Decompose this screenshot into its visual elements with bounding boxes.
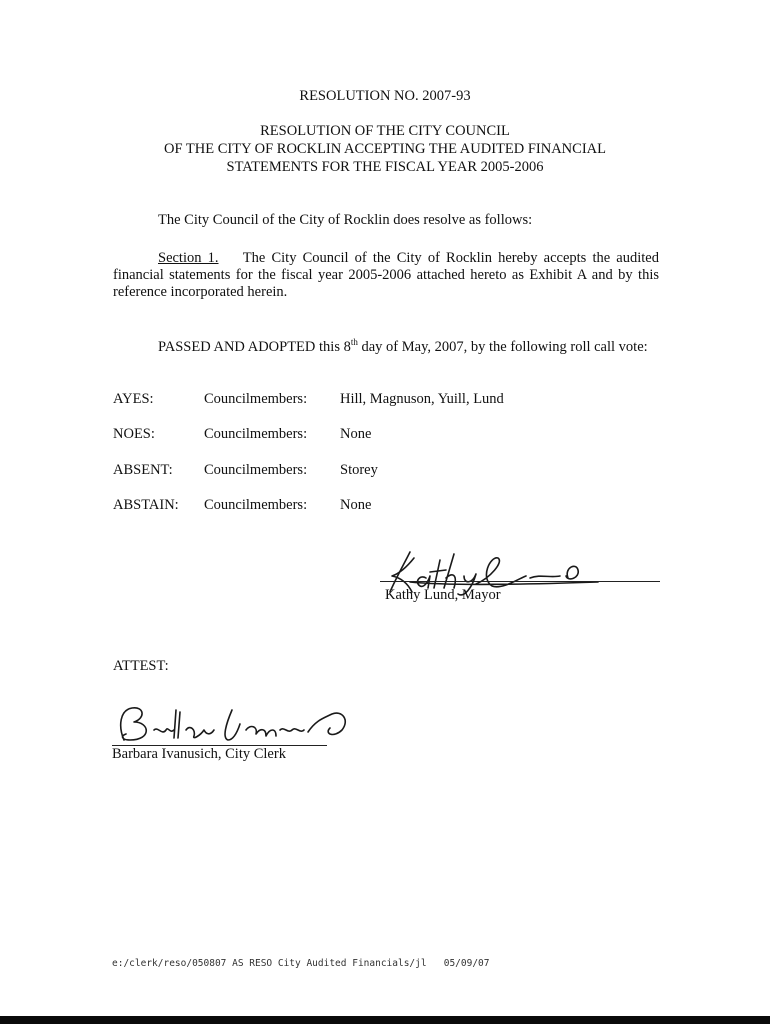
- vote-type: NOES:: [113, 426, 155, 443]
- vote-names: None: [340, 426, 372, 443]
- mayor-signature-line: [380, 581, 660, 582]
- title-line: RESOLUTION OF THE CITY COUNCIL: [260, 123, 510, 139]
- ordinal-superscript: th: [350, 337, 358, 347]
- vote-type: AYES:: [113, 391, 154, 407]
- vote-type: ABSTAIN:: [113, 496, 179, 513]
- attest-label: ATTEST:: [113, 658, 169, 674]
- passed-paragraph: [113, 339, 659, 356]
- vote-councilmembers: Councilmembers:: [204, 426, 308, 443]
- vote-names: Storey: [340, 461, 378, 478]
- passed-text-start: PASSED AND ADOPTED this 8: [158, 339, 351, 355]
- section-text: The City Council of the City of Rocklin hereby accepts the audited financial statements for the fiscal year 2005-2006 attached hereto as Exhibit A and by this reference incorporated herein.: [113, 250, 659, 300]
- clerk-name: Barbara Ivanusich, City Clerk: [112, 746, 286, 762]
- vote-type: ABSENT:: [113, 461, 173, 478]
- file-path-footer: e:/clerk/reso/050807 AS RESO City Audited Financials/jl 05/09/07: [112, 958, 490, 969]
- clerk-handwritten-signature: [110, 700, 360, 750]
- vote-names: Hill, Magnuson, Yuill, Lund: [340, 391, 504, 407]
- title-line: STATEMENTS FOR THE FISCAL YEAR 2005-2006: [226, 159, 544, 175]
- resolution-number: RESOLUTION NO. 2007-93: [299, 88, 471, 104]
- passed-text-end: day of May, 2007, by the following roll call vote:: [357, 339, 648, 355]
- title-line: OF THE CITY OF ROCKLIN ACCEPTING THE AUDITED FINANCIAL: [164, 141, 606, 157]
- vote-councilmembers: Councilmembers:: [204, 496, 308, 513]
- section-1-paragraph: [113, 250, 659, 301]
- scan-edge-bar: [0, 1016, 770, 1024]
- intro-paragraph: The City Council of the City of Rocklin does resolve as follows:: [158, 212, 533, 228]
- vote-councilmembers: Councilmembers:: [204, 391, 308, 407]
- resolution-title: [0, 122, 770, 176]
- vote-councilmembers: Councilmembers:: [204, 461, 308, 478]
- vote-names: None: [340, 496, 372, 513]
- section-label: Section 1.: [158, 250, 219, 266]
- mayor-name: Kathy Lund, Mayor: [385, 587, 501, 603]
